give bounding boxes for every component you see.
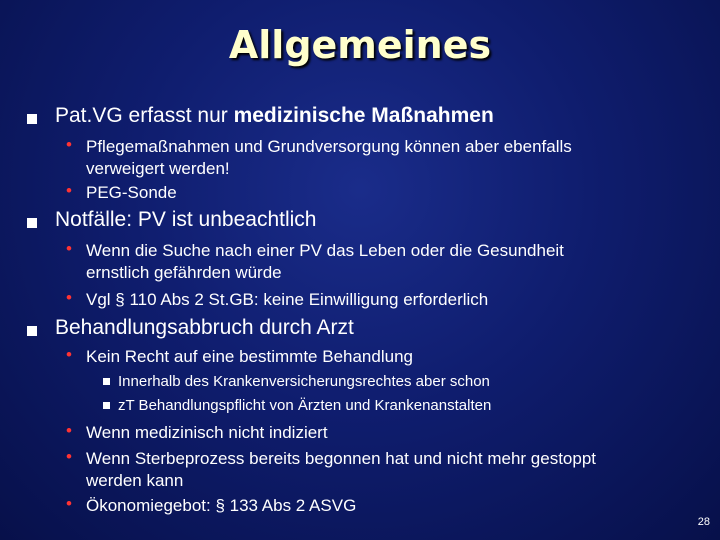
bullet-item-notfaelle: Notfälle: PV ist unbeachtlich — [55, 208, 317, 231]
dot-bullet-icon: • — [66, 239, 72, 258]
slide-title: Allgemeines — [228, 23, 492, 67]
dot-bullet-icon: • — [66, 421, 72, 440]
sub-item-stgb: Vgl § 110 Abs 2 St.GB: keine Einwilligung erforderlich — [86, 290, 489, 309]
sub-sub-item-innerhalb: Innerhalb des Krankenversicherungsrechtes aber schon — [118, 373, 490, 390]
page-number: 28 — [697, 516, 710, 528]
sub-item-oekonomiegebot: Ökonomiegebot: § 133 Abs 2 ASVG — [86, 496, 357, 515]
sub-item-nicht-indiziert: Wenn medizinisch nicht indiziert — [86, 423, 328, 442]
dot-bullet-icon: • — [66, 181, 72, 200]
sub-item-pflege: Pflegemaßnahmen und Grundversorgung können aber ebenfalls — [86, 137, 572, 156]
sub-item-suche: Wenn die Suche nach einer PV das Leben oder die Gesundheit — [86, 241, 564, 260]
bullet-item-patvg — [55, 104, 494, 128]
sub-item-sterbeprozess: Wenn Sterbeprozess bereits begonnen hat und nicht mehr gestoppt — [86, 449, 597, 468]
square-bullet-icon — [27, 326, 37, 336]
sub-sub-item-zt: zT Behandlungspflicht von Ärzten und Krankenanstalten — [118, 397, 492, 414]
bullet-item-behandlungsabbruch: Behandlungsabbruch durch Arzt — [55, 316, 354, 339]
sub-item-pflege-cont: verweigert werden! — [86, 159, 230, 178]
sub-item-suche-cont: ernstlich gefährden würde — [86, 263, 282, 282]
square-bullet-icon — [27, 218, 37, 228]
bullet-text-bold: medizinische Maßnahmen — [233, 104, 494, 127]
bullet-text: Pat.VG erfasst nur — [55, 104, 234, 127]
dot-bullet-icon: • — [66, 494, 72, 513]
sub-item-peg: PEG-Sonde — [86, 183, 177, 202]
sub-item-kein-recht: Kein Recht auf eine bestimmte Behandlung — [86, 347, 413, 366]
square-bullet-icon — [103, 402, 110, 409]
dot-bullet-icon: • — [66, 288, 72, 307]
dot-bullet-icon: • — [66, 345, 72, 364]
square-bullet-icon — [103, 378, 110, 385]
dot-bullet-icon: • — [66, 135, 72, 154]
sub-item-sterbeprozess-cont: werden kann — [86, 471, 184, 490]
square-bullet-icon — [27, 114, 37, 124]
dot-bullet-icon: • — [66, 447, 72, 466]
